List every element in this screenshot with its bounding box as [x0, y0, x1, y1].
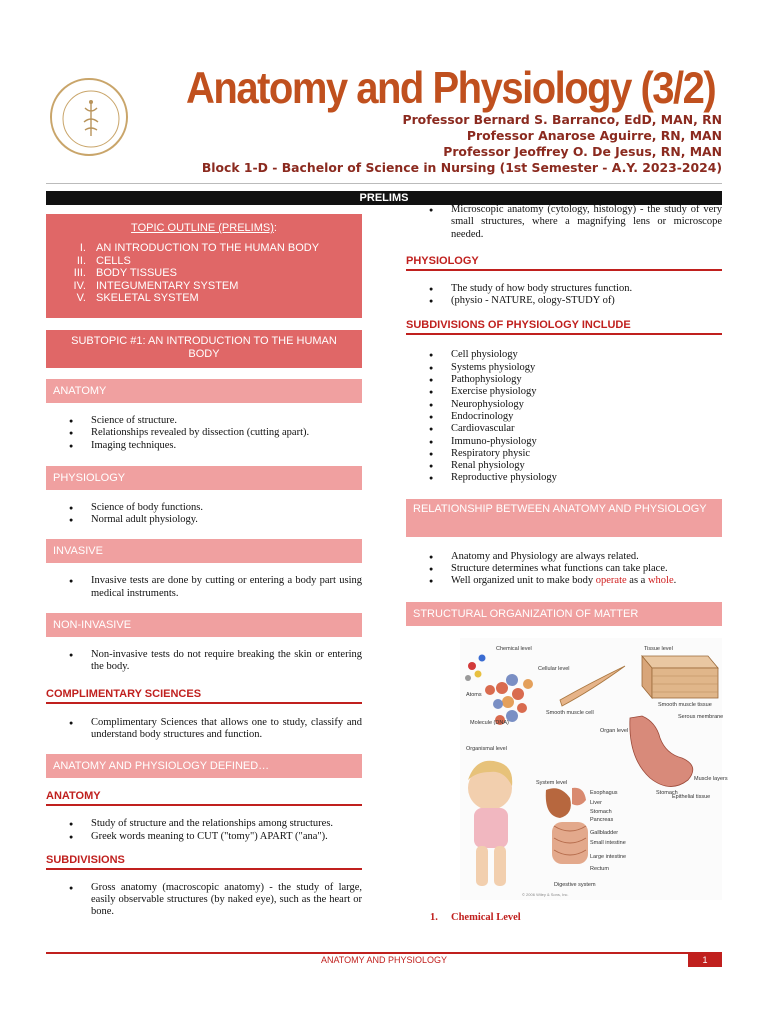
label-muscle-layers: Muscle layers — [694, 775, 728, 782]
atoms-cluster — [465, 654, 486, 681]
list-item: ● Complimentary Sciences that allows one to study, classify and understand body structures and function. — [46, 717, 362, 742]
subdivisions-list — [46, 882, 362, 919]
label-gallbladder: Gallbladder — [590, 829, 619, 836]
microscopic-list — [406, 204, 722, 241]
structural-organization-heading: STRUCTURAL ORGANIZATION OF MATTER — [406, 602, 722, 626]
seal-emblem — [52, 80, 130, 158]
professor-2: Professor Anarose Aguirre, RN, MAN — [466, 128, 722, 143]
list-item: ● Systems physiology — [406, 362, 722, 374]
physiology-def-list — [406, 283, 722, 308]
label-epithelial: Epithelial tissue — [672, 793, 711, 800]
label-stomach: Stomach — [590, 808, 612, 815]
list-item: ● Reproductive physiology — [406, 472, 722, 484]
noninvasive-list — [46, 649, 362, 674]
subdivisions-heading: SUBDIVISIONS — [46, 854, 362, 870]
school-seal — [50, 78, 128, 156]
label-digestive-system: Digestive system — [554, 881, 596, 888]
list-item: ● The study of how body structures function. — [406, 283, 722, 295]
anatomy-defined-heading: ANATOMY — [46, 790, 362, 806]
chemical-level-item: 1. Chemical Level — [430, 911, 521, 923]
structural-organization-figure — [460, 638, 728, 900]
list-item: ● Pathophysiology — [406, 374, 722, 386]
label-organismal-level: Organismal level — [466, 745, 507, 752]
label-liver: Liver — [590, 799, 602, 806]
label-smooth-cell: Smooth muscle cell — [546, 709, 594, 716]
defined-heading: ANATOMY AND PHYSIOLOGY DEFINED… — [46, 754, 362, 778]
list-item: ● Respiratory physic — [406, 448, 722, 460]
molecule-cluster — [485, 674, 533, 725]
physiology-rule-heading: PHYSIOLOGY — [406, 255, 722, 271]
tissue-block — [642, 656, 718, 698]
smooth-muscle-cell — [560, 666, 625, 706]
professor-3: Professor Jeoffrey O. De Jesus, RN, MAN — [443, 144, 722, 159]
subdivisions-physiology-heading: SUBDIVISIONS OF PHYSIOLOGY INCLUDE — [406, 319, 722, 335]
label-esophagus: Esophagus — [590, 789, 618, 796]
list-item: ● Renal physiology — [406, 460, 722, 472]
list-item: ● Science of body functions. — [46, 502, 362, 514]
list-item: ● Cardiovascular — [406, 423, 722, 435]
outline-item: III. BODY TISSUES — [73, 267, 177, 279]
levels-diagram — [460, 638, 728, 900]
label-copyright: © 2006 Wiley & Sons, Inc. — [522, 891, 569, 897]
list-item: ● Non-invasive tests do not require breaking the skin or entering the body. — [46, 649, 362, 674]
list-item: ● Cell physiology — [406, 349, 722, 361]
professor-1: Professor Bernard S. Barranco, EdD, MAN, RN — [402, 112, 722, 127]
professor-list — [202, 112, 722, 176]
list-item: ● Invasive tests are done by cutting or entering a body part using medical instruments. — [46, 575, 362, 600]
physiology-heading: PHYSIOLOGY — [46, 466, 362, 490]
list-item: ● Gross anatomy (macroscopic anatomy) - the study of large, easily observable structures (by naked eye), such as the heart or bone. — [46, 882, 362, 919]
invasive-list — [46, 575, 362, 600]
list-item: ● Study of structure and the relationships among structures. — [46, 818, 362, 830]
subdivisions-physiology-list — [406, 349, 722, 484]
topic-outline-list — [56, 242, 352, 305]
list-item: ● Greek words meaning to CUT ("tomy") APART ("ana"). — [46, 831, 362, 843]
digestive-system — [546, 787, 588, 863]
label-pancreas: Pancreas — [590, 816, 614, 823]
list-item: ● Structure determines what functions can take place. — [406, 563, 722, 575]
list-item: ● Well organized unit to make body operate as a whole. — [406, 575, 722, 587]
label-large-intestine: Large intestine — [590, 853, 627, 860]
complimentary-sciences-heading: COMPLIMENTARY SCIENCES — [46, 688, 362, 704]
subtopic-heading: SUBTOPIC #1: AN INTRODUCTION TO THE HUMAN BODY — [46, 330, 362, 368]
label-smooth-tissue: Smooth muscle tissue — [658, 701, 712, 708]
outline-item: IV. INTEGUMENTARY SYSTEM — [73, 279, 239, 292]
relationship-heading: RELATIONSHIP BETWEEN ANATOMY AND PHYSIOLOGY — [406, 499, 722, 537]
list-item: ● Normal adult physiology. — [46, 514, 362, 526]
label-serous: Serous membrane — [678, 713, 724, 720]
list-item: ● Anatomy and Physiology are always related. — [406, 551, 722, 563]
list-item: ● Microscopic anatomy (cytology, histology) - the study of very small structures, where a magnifying lens or microscope needed. — [406, 204, 722, 241]
stomach-organ — [630, 716, 693, 787]
anatomy-defined-list — [46, 818, 362, 843]
topic-outline-title: TOPIC OUTLINE (PRELIMS): — [131, 222, 277, 234]
block-info: Block 1-D - Bachelor of Science in Nursing (1st Semester - A.Y. 2023-2024) — [201, 160, 722, 175]
complimentary-list — [46, 717, 362, 742]
noninvasive-heading: NON-INVASIVE — [46, 613, 362, 637]
footer-title: ANATOMY AND PHYSIOLOGY — [320, 955, 448, 965]
outline-item: V. SKELETAL SYSTEM — [76, 292, 199, 304]
label-small-intestine: Small intestine — [590, 839, 626, 846]
label-chemical-level: Chemical level — [496, 645, 532, 652]
list-item: ● Exercise physiology — [406, 386, 722, 398]
list-item: ● Immuno-physiology — [406, 436, 722, 448]
label-atoms: Atoms — [466, 691, 482, 698]
label-rectum: Rectum — [590, 865, 609, 872]
outline-item: I. AN INTRODUCTION TO THE HUMAN BODY — [79, 242, 320, 254]
footer-divider — [46, 952, 722, 954]
document-title: Anatomy and Physiology (3/2) — [186, 64, 716, 114]
section-bar: PRELIMS — [46, 191, 722, 205]
left-column — [46, 208, 362, 919]
relationship-list — [406, 551, 722, 588]
anatomy-list — [46, 415, 362, 452]
list-item: ● Endocrinology — [406, 411, 722, 423]
anatomy-heading: ANATOMY — [46, 379, 362, 403]
list-item: ● Imaging techniques. — [46, 440, 362, 452]
label-organ-level: Organ level — [600, 727, 629, 734]
physiology-list — [46, 502, 362, 527]
header-divider — [46, 183, 722, 184]
child-figure — [468, 760, 512, 885]
label-tissue-level: Tissue level — [644, 645, 673, 652]
invasive-heading: INVASIVE — [46, 539, 362, 563]
label-molecule: Molecule (DNA) — [470, 719, 509, 726]
list-item: ● (physio - NATURE, ology-STUDY of) — [406, 295, 722, 307]
list-item: ● Relationships revealed by dissection (cutting apart). — [46, 427, 362, 439]
page-number: 1 — [688, 953, 722, 967]
list-item: ● Science of structure. — [46, 415, 362, 427]
label-cellular-level: Cellular level — [538, 665, 570, 672]
topic-outline-box — [46, 214, 362, 318]
outline-item: II. CELLS — [76, 254, 131, 267]
label-system-level: System level — [536, 779, 568, 786]
right-column — [406, 204, 728, 923]
list-item: ● Neurophysiology — [406, 399, 722, 411]
label-stomach-organ: Stomach — [656, 789, 678, 796]
